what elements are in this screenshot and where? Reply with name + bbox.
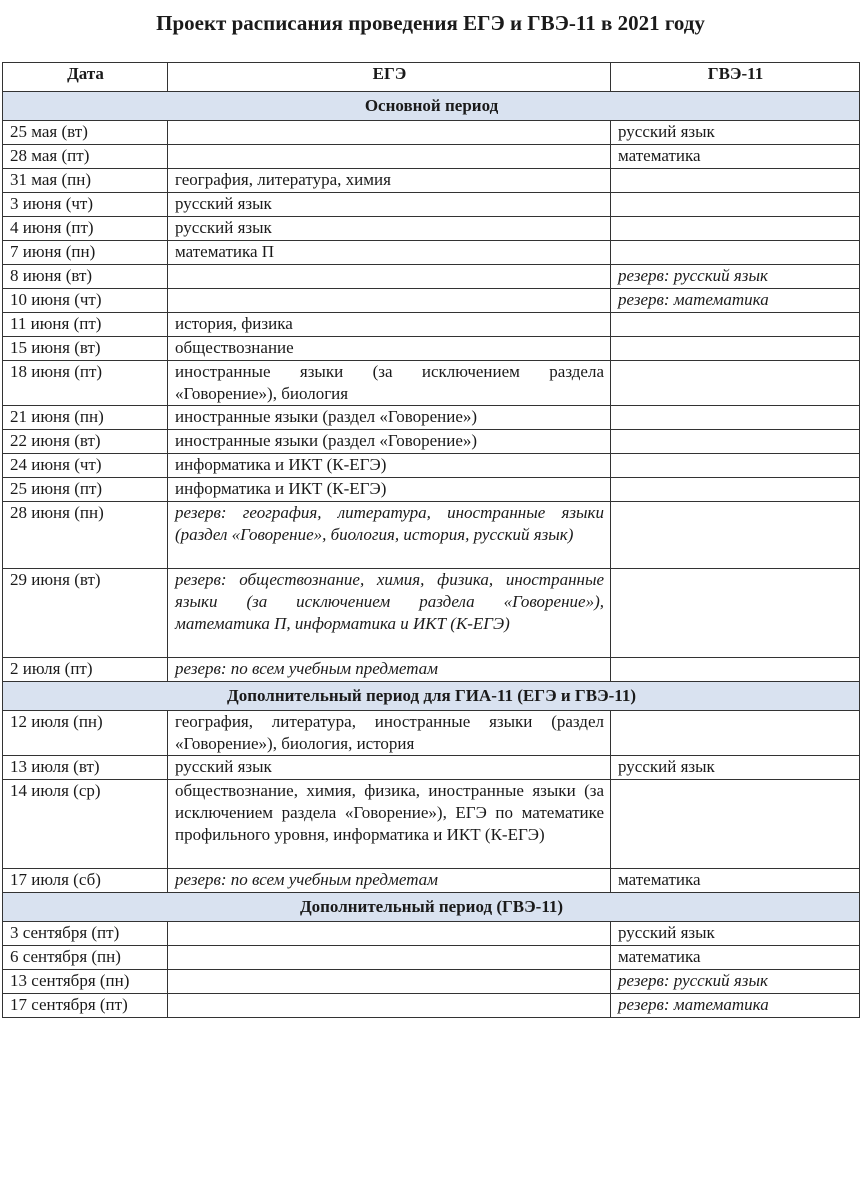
date-cell: 6 сентября (пн) [3,946,168,970]
table-row [3,406,860,430]
date-cell: 12 июля (пн) [3,711,168,756]
table-row [3,217,860,241]
gve-cell [611,430,860,454]
ege-cell [168,145,611,169]
table-row [3,970,860,994]
date-cell: 3 сентября (пт) [3,922,168,946]
gve-cell: русский язык [611,922,860,946]
ege-cell: география, литература, иностранные языки (раздел «Говорение»), биология, история [168,711,611,756]
table-row [3,430,860,454]
table-row [3,756,860,780]
table-row [3,454,860,478]
section-title: Дополнительный период (ГВЭ-11) [3,893,860,922]
column-header-gve: ГВЭ-11 [611,63,860,92]
ege-cell [168,946,611,970]
date-cell: 31 мая (пн) [3,169,168,193]
ege-cell [168,121,611,145]
ege-cell: история, физика [168,313,611,337]
ege-cell: обществознание, химия, физика, иностранные языки (за исключением раздела «Говорение»), ЕГЭ по математике профильного уровня, информатика и ИКТ (К-ЕГЭ) [168,780,611,869]
ege-cell: иностранные языки (раздел «Говорение») [168,430,611,454]
table-row [3,145,860,169]
gve-cell [611,241,860,265]
gve-cell [611,478,860,502]
gve-cell [611,569,860,658]
table-row [3,265,860,289]
gve-cell [611,711,860,756]
gve-cell [611,658,860,682]
gve-cell: математика [611,946,860,970]
table-row [3,337,860,361]
column-header-date: Дата [3,63,168,92]
date-cell: 14 июля (ср) [3,780,168,869]
gve-cell [611,217,860,241]
ege-cell: резерв: по всем учебным предметам [168,658,611,682]
ege-cell: резерв: по всем учебным предметам [168,869,611,893]
column-header-ege: ЕГЭ [168,63,611,92]
date-cell: 18 июня (пт) [3,361,168,406]
date-cell: 4 июня (пт) [3,217,168,241]
gve-cell [611,169,860,193]
date-cell: 22 июня (вт) [3,430,168,454]
date-cell: 28 июня (пн) [3,502,168,569]
table-row [3,946,860,970]
ege-cell: резерв: обществознание, химия, физика, иностранные языки (за исключением раздела «Говорение»), математика П, информатика и ИКТ (К-ЕГЭ) [168,569,611,658]
table-row [3,869,860,893]
ege-cell: обществознание [168,337,611,361]
gve-cell [611,337,860,361]
date-cell: 3 июня (чт) [3,193,168,217]
gve-cell: резерв: русский язык [611,970,860,994]
schedule-table [2,62,860,1018]
gve-cell [611,406,860,430]
date-cell: 17 июля (сб) [3,869,168,893]
ege-cell: русский язык [168,756,611,780]
ege-cell [168,265,611,289]
ege-cell: иностранные языки (за исключением раздела «Говорение»), биология [168,361,611,406]
ege-cell: резерв: география, литература, иностранные языки (раздел «Говорение», биология, история, русский язык) [168,502,611,569]
date-cell: 11 июня (пт) [3,313,168,337]
gve-cell: русский язык [611,121,860,145]
gve-cell [611,313,860,337]
date-cell: 8 июня (вт) [3,265,168,289]
table-row [3,994,860,1018]
date-cell: 24 июня (чт) [3,454,168,478]
schedule-body [3,92,860,1018]
section-header-row [3,92,860,121]
date-cell: 28 мая (пт) [3,145,168,169]
gve-cell [611,193,860,217]
gve-cell: математика [611,869,860,893]
gve-cell: резерв: математика [611,994,860,1018]
date-cell: 2 июля (пт) [3,658,168,682]
table-row [3,169,860,193]
table-row [3,193,860,217]
ege-cell: информатика и ИКТ (К-ЕГЭ) [168,454,611,478]
section-header-row [3,682,860,711]
ege-cell [168,970,611,994]
gve-cell [611,502,860,569]
ege-cell: география, литература, химия [168,169,611,193]
table-row [3,361,860,406]
gve-cell: резерв: русский язык [611,265,860,289]
date-cell: 7 июня (пн) [3,241,168,265]
table-row [3,780,860,869]
table-row [3,711,860,756]
gve-cell [611,780,860,869]
table-row [3,241,860,265]
section-header-row [3,893,860,922]
date-cell: 25 мая (вт) [3,121,168,145]
date-cell: 13 июля (вт) [3,756,168,780]
table-row [3,502,860,569]
date-cell: 13 сентября (пн) [3,970,168,994]
document-title: Проект расписания проведения ЕГЭ и ГВЭ-11 в 2021 году [156,11,705,35]
section-title: Дополнительный период для ГИА-11 (ЕГЭ и ГВЭ-11) [3,682,860,711]
date-cell: 25 июня (пт) [3,478,168,502]
gve-cell: русский язык [611,756,860,780]
table-row [3,289,860,313]
ege-cell [168,994,611,1018]
date-cell: 10 июня (чт) [3,289,168,313]
ege-cell: математика П [168,241,611,265]
table-row [3,478,860,502]
table-row [3,658,860,682]
table-header-row [3,63,860,92]
gve-cell: резерв: математика [611,289,860,313]
gve-cell [611,454,860,478]
ege-cell: информатика и ИКТ (К-ЕГЭ) [168,478,611,502]
gve-cell [611,361,860,406]
date-cell: 17 сентября (пт) [3,994,168,1018]
ege-cell: русский язык [168,193,611,217]
table-row [3,922,860,946]
date-cell: 29 июня (вт) [3,569,168,658]
table-row [3,313,860,337]
table-row [3,121,860,145]
ege-cell: иностранные языки (раздел «Говорение») [168,406,611,430]
date-cell: 21 июня (пн) [3,406,168,430]
ege-cell: русский язык [168,217,611,241]
ege-cell [168,922,611,946]
table-row [3,569,860,658]
gve-cell: математика [611,145,860,169]
section-title: Основной период [3,92,860,121]
ege-cell [168,289,611,313]
date-cell: 15 июня (вт) [3,337,168,361]
